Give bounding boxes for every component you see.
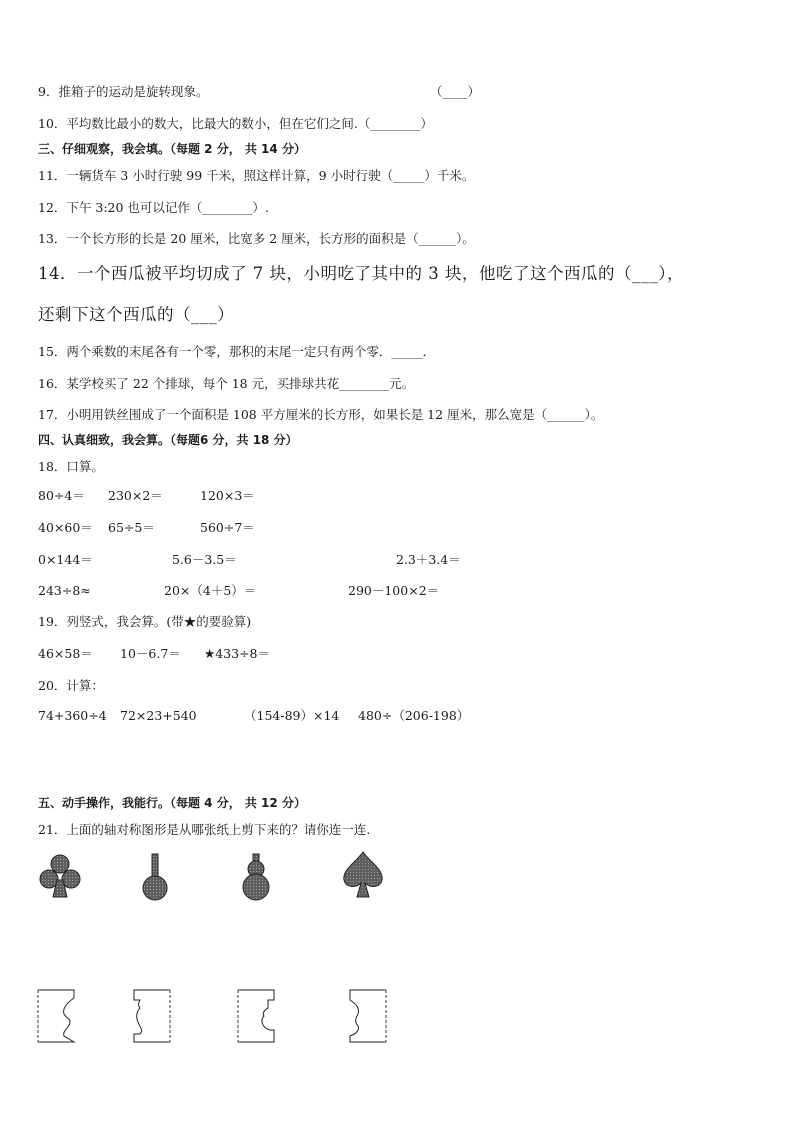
oral-item: 243÷8≈ bbox=[38, 583, 91, 598]
oral-item: 2.3＋3.4＝ bbox=[396, 552, 461, 567]
section-4-heading: 四、认真细致，我会算。（每题6 分，共 18 分） bbox=[38, 433, 298, 447]
calc-item: 480÷（206-198） bbox=[358, 708, 470, 723]
oral-item: 290－100×2＝ bbox=[348, 583, 440, 598]
vertical-calc-item: 10－6.7＝ bbox=[120, 646, 181, 661]
question-15: 15．两个乘数的末尾各有一个零，那积的末尾一定只有两个零．_____． bbox=[38, 344, 436, 359]
question-18: 18．口算。 bbox=[38, 459, 104, 474]
calc-item: （154-89）×14 bbox=[244, 708, 340, 723]
folded-paper-3[interactable] bbox=[236, 988, 280, 1044]
oral-item: 560÷7＝ bbox=[200, 520, 255, 535]
spade-icon bbox=[340, 850, 386, 900]
oral-item: 230×2＝ bbox=[108, 488, 163, 503]
folded-paper-1[interactable] bbox=[36, 988, 80, 1044]
oral-item: 5.6－3.5＝ bbox=[172, 552, 237, 567]
club-icon bbox=[38, 852, 82, 900]
question-14-part-2: 还剩下这个西瓜的（___） bbox=[38, 305, 235, 324]
vertical-calc-item: ★433÷8＝ bbox=[204, 646, 270, 661]
question-21: 21．上面的轴对称图形是从哪张纸上剪下来的？请你连一连. bbox=[38, 822, 371, 837]
question-17: 17．小明用铁丝围成了一个面积是 108 平方厘米的长方形，如果长是 12 厘米，那么宽是（______）。 bbox=[38, 407, 604, 422]
calc-item: 74+360÷4 bbox=[38, 708, 107, 723]
oral-item: 40×60＝ bbox=[38, 520, 93, 535]
section-3-heading: 三、仔细观察，我会填。（每题 2 分， 共 14 分） bbox=[38, 142, 306, 156]
oral-item: 0×144＝ bbox=[38, 552, 93, 567]
oral-item: 120×3＝ bbox=[200, 488, 255, 503]
question-19: 19．列竖式，我会算。(带★的要验算) bbox=[38, 614, 252, 629]
folded-paper-2[interactable] bbox=[130, 988, 174, 1044]
oral-item: 80÷4＝ bbox=[38, 488, 85, 503]
oral-item: 20×（4＋5）＝ bbox=[164, 583, 257, 598]
folded-paper-4[interactable] bbox=[346, 988, 390, 1044]
round-bottle-icon bbox=[140, 852, 170, 902]
question-10: 10．平均数比最小的数大，比最大的数小，但在它们之间.（________） bbox=[38, 116, 433, 131]
question-14-part-1: 14．一个西瓜被平均切成了 7 块，小明吃了其中的 3 块，他吃了这个西瓜的（___）， bbox=[38, 264, 684, 283]
oral-item: 65÷5＝ bbox=[108, 520, 155, 535]
question-16: 16．某学校买了 22 个排球，每个 18 元，买排球共花________元。 bbox=[38, 376, 415, 391]
question-11: 11．一辆货车 3 小时行驶 99 千米，照这样计算，9 小时行驶（_____）千米。 bbox=[38, 168, 475, 183]
gourd-icon bbox=[240, 852, 272, 902]
question-9-text: 9．推箱子的运动是旋转现象。 bbox=[38, 84, 209, 99]
question-13: 13．一个长方形的长是 20 厘米，比宽多 2 厘米，长方形的面积是（______）。 bbox=[38, 231, 475, 246]
calc-item: 72×23+540 bbox=[120, 708, 197, 723]
vertical-calc-item: 46×58＝ bbox=[38, 646, 93, 661]
section-5-heading: 五、动手操作，我能行。（每题 4 分， 共 12 分） bbox=[38, 796, 306, 810]
question-12: 12．下午 3:20 也可以记作（________）. bbox=[38, 200, 269, 215]
question-9-answer-blank[interactable]: （____） bbox=[430, 84, 481, 99]
question-20: 20．计算： bbox=[38, 678, 104, 693]
question-9 bbox=[38, 84, 208, 99]
